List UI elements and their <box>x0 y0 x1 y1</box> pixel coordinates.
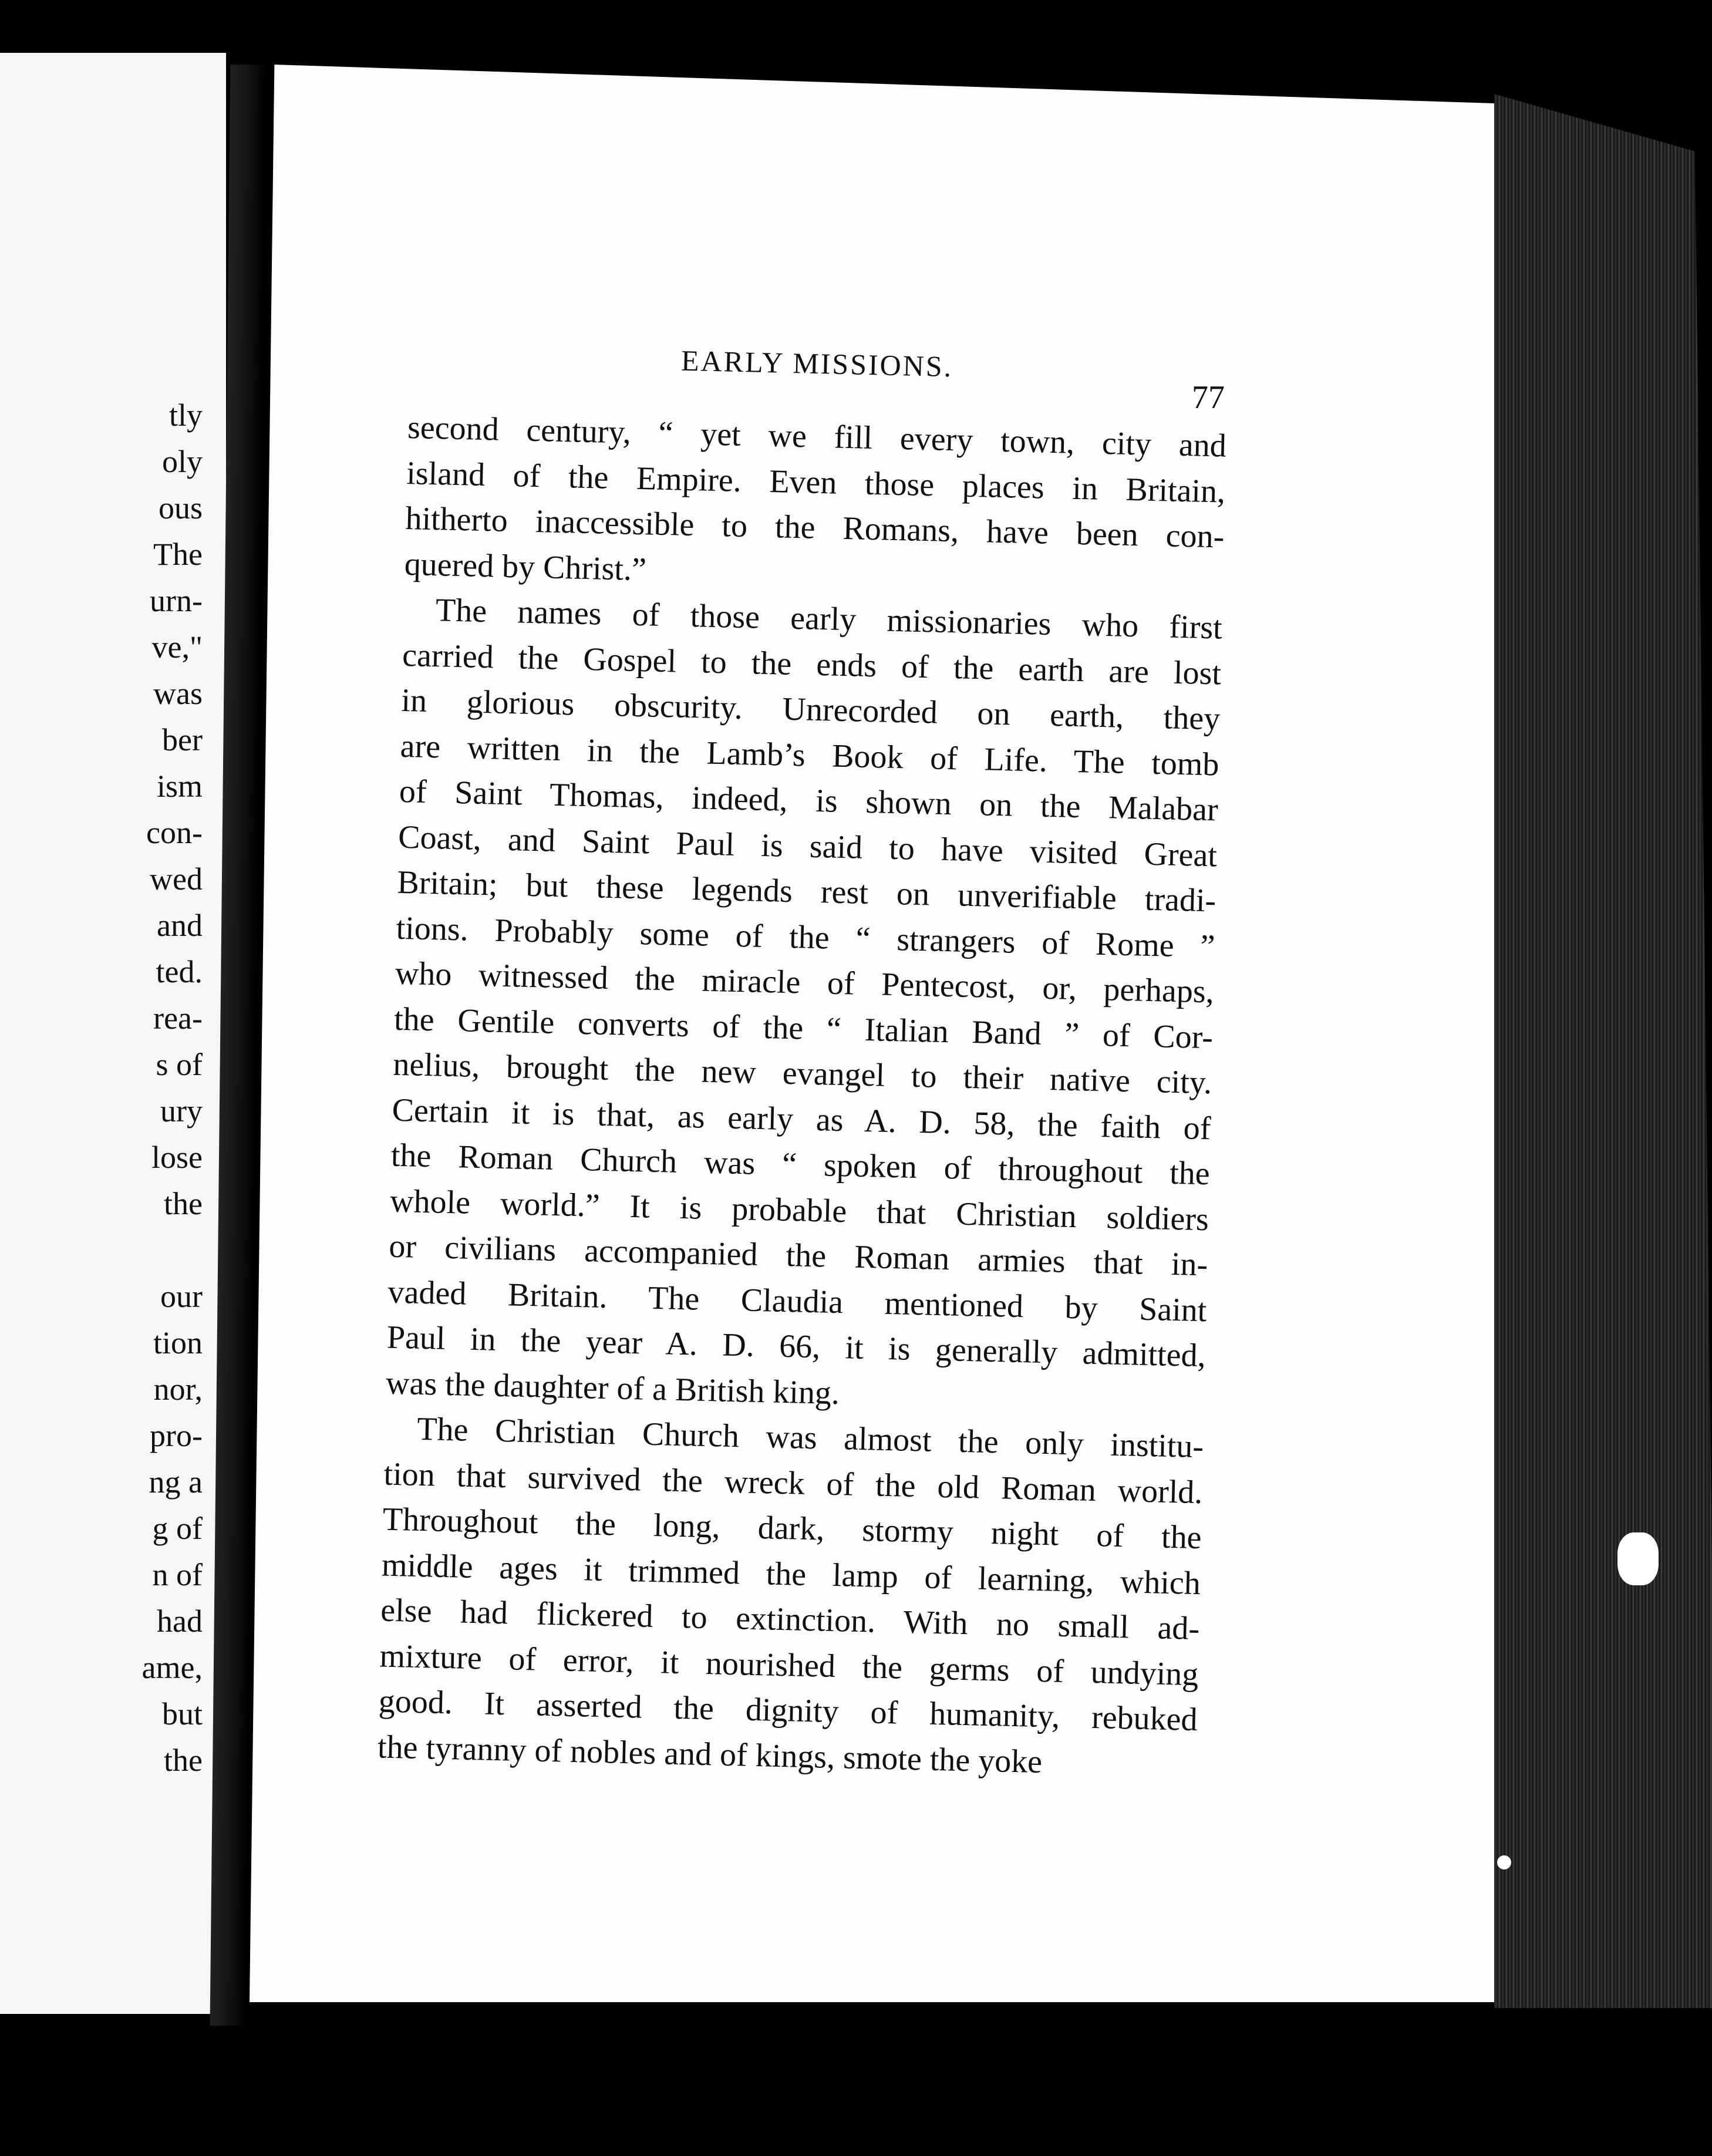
text-line: mixture of error, it nourished the germs of undying <box>379 1637 1199 1693</box>
left-page-line-fragment: oly <box>161 444 203 479</box>
text-line: Certain it is that, as early as A. D. 58, the faith of <box>392 1092 1212 1147</box>
text-line: carried the Gospel to the ends of the earth are lost <box>402 636 1222 692</box>
edge-speck <box>1497 1855 1511 1869</box>
text-line: whole world.” It is probable that Christian soldiers <box>389 1183 1209 1238</box>
left-page-line-fragment: ame, <box>141 1650 203 1685</box>
paragraph <box>404 405 1230 606</box>
left-page-line-fragment: ism <box>156 769 203 804</box>
text-line: who witnessed the miracle of Pentecost, or, perhaps, <box>395 955 1215 1010</box>
left-page-line-fragment: was <box>153 676 203 711</box>
text-line: tions. Probably some of the “ strangers of Rome ” <box>396 909 1216 965</box>
left-page-line-fragment: The <box>153 537 203 572</box>
left-page-line-fragment: the <box>164 1186 203 1221</box>
left-page-line-fragment: tly <box>168 397 203 433</box>
text-line: the tyranny of nobles and of kings, smote the yoke <box>377 1728 1043 1780</box>
left-page-line-fragment: s of <box>156 1047 203 1082</box>
text-line: Throughout the long, dark, stormy night of the <box>382 1501 1202 1557</box>
text-line: are written in the Lamb’s Book of Life. The tomb <box>400 727 1220 783</box>
edge-speck <box>1617 1532 1659 1585</box>
paragraph <box>385 587 1225 1424</box>
left-page-line-fragment: g of <box>152 1511 203 1546</box>
page-edges <box>1494 94 1712 2008</box>
left-page-line-fragment: urn- <box>150 583 203 618</box>
text-line: or civilians accompanied the Roman armies that in- <box>388 1228 1208 1284</box>
text-line: the Gentile converts of the “ Italian Band ” of Cor- <box>393 1000 1214 1056</box>
left-page-line-fragment: ous <box>158 490 203 525</box>
text-line: of Saint Thomas, indeed, is shown on the Malabar <box>399 773 1219 828</box>
text-line: good. It asserted the dignity of humanity, rebuked <box>378 1683 1198 1739</box>
edge-speck <box>1544 2026 1561 2039</box>
text-line: else had flickered to extinction. With no small ad- <box>380 1592 1200 1648</box>
left-page-line-fragment: tion <box>153 1325 203 1360</box>
left-page-line-fragment: con- <box>146 815 203 850</box>
text-line: Paul in the year A. D. 66, it is generally admitted, <box>386 1319 1207 1375</box>
text-line: island of the Empire. Even those places in Britain, <box>406 454 1226 510</box>
text-line: middle ages it trimmed the lamp of learning, which <box>381 1546 1201 1602</box>
left-page-line-fragment: wed <box>150 861 203 897</box>
text-line: second century, “ yet we fill every town, city and <box>407 409 1227 464</box>
text-line: hitherto inaccessible to the Romans, have been con- <box>405 500 1225 555</box>
text-line: nelius, brought the new evangel to their native city. <box>392 1046 1212 1101</box>
left-page-line-fragment: ury <box>160 1093 203 1128</box>
left-page-line-fragment: ber <box>162 722 203 757</box>
left-page-line-fragment: and <box>157 908 203 943</box>
left-page-line-fragment: ng a <box>149 1464 203 1500</box>
body-text <box>377 405 1229 1788</box>
left-page-line-fragment: pro- <box>150 1418 203 1453</box>
left-page-line-fragment: ve," <box>151 629 203 665</box>
text-line: The Christian Church was almost the only institu- <box>416 1410 1204 1466</box>
text-line: tion that survived the wreck of the old Roman world. <box>383 1456 1204 1511</box>
left-page-line-fragment: ted. <box>156 954 203 989</box>
text-line: quered by Christ.” <box>404 545 647 588</box>
text-line: was the daughter of a British king. <box>385 1365 840 1411</box>
left-page <box>0 53 226 2014</box>
text-line: Britain; but these legends rest on unverifiable tradi- <box>396 864 1216 919</box>
text-line: Coast, and Saint Paul is said to have visited Great <box>397 818 1218 874</box>
left-page-line-fragment: our <box>160 1279 203 1314</box>
text-line: the Roman Church was “ spoken of throughout the <box>390 1137 1211 1192</box>
paragraph <box>377 1406 1207 1789</box>
left-page-line-fragment: the <box>164 1743 203 1778</box>
text-line: The names of those early missionaries who first <box>435 592 1223 646</box>
left-page-line-fragment: nor, <box>153 1372 203 1407</box>
left-page-line-fragment: n of <box>152 1557 203 1592</box>
page-number: 77 <box>1192 379 1225 416</box>
left-page-line-fragment: lose <box>151 1140 203 1175</box>
text-line: vaded Britain. The Claudia mentioned by Saint <box>387 1274 1208 1329</box>
running-head: EARLY MISSIONS. <box>680 343 953 383</box>
text-line: in glorious obscurity. Unrecorded on earth, they <box>400 682 1221 737</box>
left-page-line-fragment: rea- <box>153 1000 203 1036</box>
left-page-line-fragment: but <box>161 1696 203 1731</box>
left-page-line-fragment: had <box>157 1603 203 1639</box>
